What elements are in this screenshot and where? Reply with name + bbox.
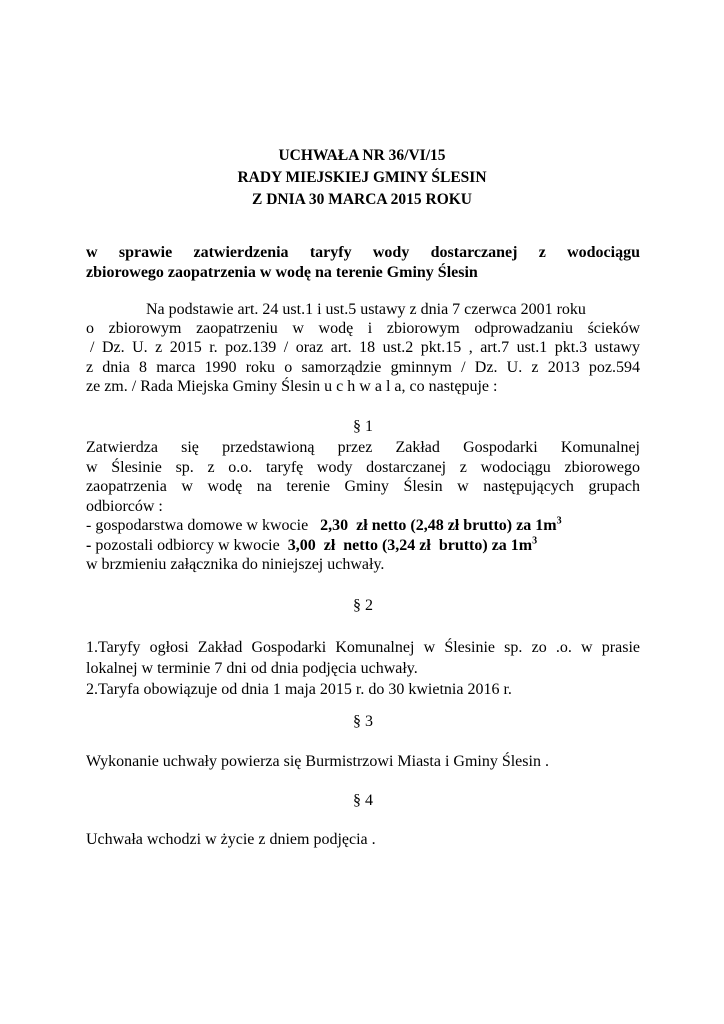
section-2-body [86, 637, 640, 700]
legal-basis-line-3: / Dz. U. z 2015 r. poz.139 / oraz art. 18 ust.2 pkt.15 , art.7 ust.1 pkt.3 ustawy [90, 339, 640, 357]
tariff-households-label: - gospodarstwa domowe w kwocie [86, 517, 321, 534]
subject-line-2: zbiorowego zaopatrzenia w wodę na terenie Gminy Ślesin [86, 263, 478, 281]
section-2-line-3: 2.Taryfa obowiązuje od dnia 1 maja 2015 r. do 30 kwietnia 2016 r. [86, 681, 512, 698]
section-3-heading: § 3 [353, 713, 373, 730]
tariff-households-price: 2,30 zł netto (2,48 zł brutto) za 1m [320, 517, 557, 534]
section-2-heading: § 2 [353, 597, 373, 614]
section-1-line-4: odbiorców : [86, 497, 163, 515]
section-2-line-2: lokalnej w terminie 7 dni od dnia podjęcia uchwały. [86, 660, 418, 677]
legal-basis-line-4: z dnia 8 marca 1990 roku o samorządzie gminnym / Dz. U. z 2013 poz.594 [86, 358, 640, 376]
section-1-heading: § 1 [353, 418, 373, 435]
tariff-other-unit-exp: 3 [532, 535, 538, 547]
tariff-households [86, 516, 640, 536]
section-1-line-2: w Ślesinie sp. z o.o. taryfę wody dostarczanej z wodociągu zbiorowego [86, 458, 640, 476]
section-4-body: Uchwała wchodzi w życie z dniem podjęcia . [86, 831, 376, 848]
legal-basis-line-2: o zbiorowym zaopatrzeniu w wodę i zbiorowym odprowadzaniu ścieków [86, 320, 640, 338]
tariff-other-dash: - [86, 536, 96, 554]
resolution-date: Z DNIA 30 MARCA 2015 ROKU [251, 191, 473, 208]
section-2-line-1: 1.Taryfy ogłosi Zakład Gospodarki Komunalnej w Ślesinie sp. zo .o. w prasie [86, 639, 640, 656]
subject-line-1: w sprawie zatwierdzenia taryfy wody dostarczanej z wodociągu [86, 244, 640, 261]
resolution-header [0, 145, 724, 211]
section-1-line-7: w brzmieniu załącznika do niniejszej uchwały. [86, 556, 385, 573]
section-1-line-1: Zatwierdza się przedstawioną przez Zakład Gospodarki Komunalnej [86, 439, 640, 456]
section-4-heading: § 4 [353, 792, 373, 809]
section-1-line-3: zaopatrzenia w wodę na terenie Gminy Ślesin w następujących grupach [86, 478, 640, 495]
resolution-number: UCHWAŁA NR 36/VI/15 [278, 147, 446, 164]
resolution-subject [86, 243, 640, 282]
tariff-other [86, 536, 640, 556]
council-name: RADY MIEJSKIEJ GMINY ŚLESIN [237, 169, 487, 186]
tariff-other-label: pozostali odbiorcy w kwocie [95, 536, 288, 554]
section-1-body [86, 438, 640, 575]
section-3-body: Wykonanie uchwały powierza się Burmistrzowi Miasta i Gminy Ślesin . [86, 753, 549, 770]
legal-basis-line-1: Na podstawie art. 24 ust.1 i ust.5 ustawy z dnia 7 czerwca 2001 roku [146, 301, 586, 318]
legal-basis [86, 300, 640, 396]
legal-basis-line-5: ze zm. / Rada Miejska Gminy Ślesin u c h w a l a, co następuje : [86, 377, 498, 395]
tariff-households-unit-exp: 3 [556, 515, 562, 527]
tariff-other-price: 3,00 zł netto (3,24 zł brutto) za 1m [287, 536, 533, 554]
